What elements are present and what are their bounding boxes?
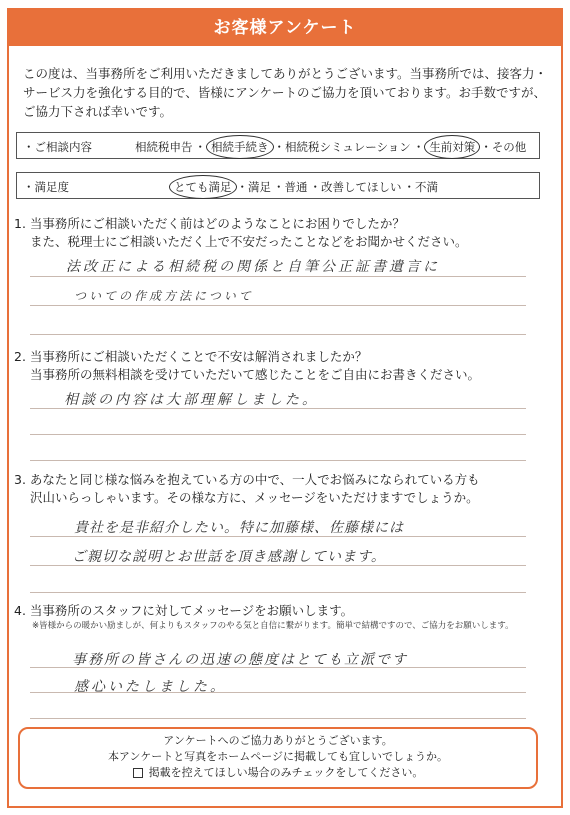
question-4 (14, 602, 544, 620)
question-1-line1: 1. 当事務所にご相談いただく前はどのようなことにお困りでしたか？ (14, 216, 405, 231)
intro-text: この度は、当事務所をご利用いただきましてありがとうございます。当事務所では、接客力・サービス力を強化する目的で、皆様にアンケートのご協力を頂いております。お手数ですが、ご協力下されば幸いです。 (23, 66, 548, 119)
publish-optout-checkbox[interactable] (133, 768, 143, 778)
survey-title: お客様アンケート (9, 10, 561, 46)
footer-publish-question: 本アンケートと写真をホームページに掲載しても宜しいでしょうか。 (107, 750, 449, 763)
option-needs-improvement[interactable]: 改善してほしい (321, 180, 402, 194)
question-1-line2: また、税理士にご相談いただく上で不安だったことなどをお聞かせください。 (30, 234, 468, 249)
publish-optout-label: 掲載を控えてほしい場合のみチェックをしてください。 (148, 766, 424, 779)
question-1 (14, 215, 544, 251)
footer-box (18, 727, 538, 789)
answer-4-line1[interactable]: 事務所の皆さんの迅速の態度はとても立派です (72, 652, 408, 668)
option-very-satisfied[interactable]: とても満足 (169, 175, 237, 199)
question-4-note: ※皆様からの暖かい励ましが、何よりもスタッフのやる気と自信に繋がります。簡単で結構ですので、ご協力をお願いします。 (32, 621, 514, 631)
option-dissatisfied[interactable]: 不満 (415, 180, 438, 194)
question-3-line1: 3. あなたと同じ様な悩みを抱えている方の中で、一人でお悩みになられている方も (14, 472, 480, 487)
question-2 (14, 348, 544, 384)
question-2-line2: 当事務所の無料相談を受けていただいて感じたことをご自由にお書きください。 (30, 367, 481, 382)
answer-4-line2[interactable]: 感心いたしました。 (74, 679, 227, 695)
question-2-line1: 2. 当事務所にご相談いただくことで不安は解消されましたか？ (14, 349, 368, 364)
question-3 (14, 471, 544, 507)
publish-optout-row (20, 765, 536, 781)
option-average[interactable]: 普通 (284, 180, 308, 194)
answer-rule (30, 460, 526, 461)
question-3-line2: 沢山いらっしゃいます。その様な方に、メッセージをいただけますでしょうか。 (30, 490, 479, 505)
footer-thanks: アンケートへのご協力ありがとうございます。 (163, 734, 393, 747)
answer-rule (30, 276, 526, 277)
satisfaction-box: ・満足度 とても満足 ・満足 ・普通 ・改善してほしい ・不満 (16, 172, 540, 199)
answer-1-line1[interactable]: 法改正による相続税の関係と自筆公正証書遺言に (66, 259, 440, 275)
option-inheritance-simulation[interactable]: 相続税シミュレーション (285, 140, 411, 154)
satisfaction-label: ・満足度 (23, 180, 69, 194)
answer-1-line2[interactable]: ついての作成方法について (74, 289, 254, 303)
consultation-label: ・ご相談内容 (23, 140, 92, 154)
option-inheritance-tax-filing[interactable]: 相続税申告 (135, 140, 193, 154)
option-pre-death-planning[interactable]: 生前対策 (424, 135, 480, 159)
question-4-line1: 4. 当事務所のスタッフに対してメッセージをお願いします。 (14, 603, 354, 618)
answer-rule (30, 592, 526, 593)
option-satisfied[interactable]: 満足 (248, 180, 271, 194)
option-inheritance-procedure[interactable]: 相続手続き (206, 135, 274, 159)
answer-2-line1[interactable]: 相談の内容は大部理解しました。 (64, 392, 319, 408)
answer-3-line1[interactable]: 貴社を是非紹介したい。特に加藤様、佐藤様には (74, 520, 404, 536)
answer-rule (30, 718, 526, 719)
answer-rule (30, 305, 526, 306)
option-other[interactable]: その他 (491, 140, 527, 154)
answer-rule (30, 434, 526, 435)
answer-rule (30, 334, 526, 335)
answer-3-line2[interactable]: ご親切な説明とお世話を頂き感謝しています。 (72, 549, 386, 565)
consultation-content-box: ・ご相談内容 相続税申告 ・ 相続手続き ・相続税シミュレーション ・ 生前対策 ・その他 (16, 132, 540, 159)
